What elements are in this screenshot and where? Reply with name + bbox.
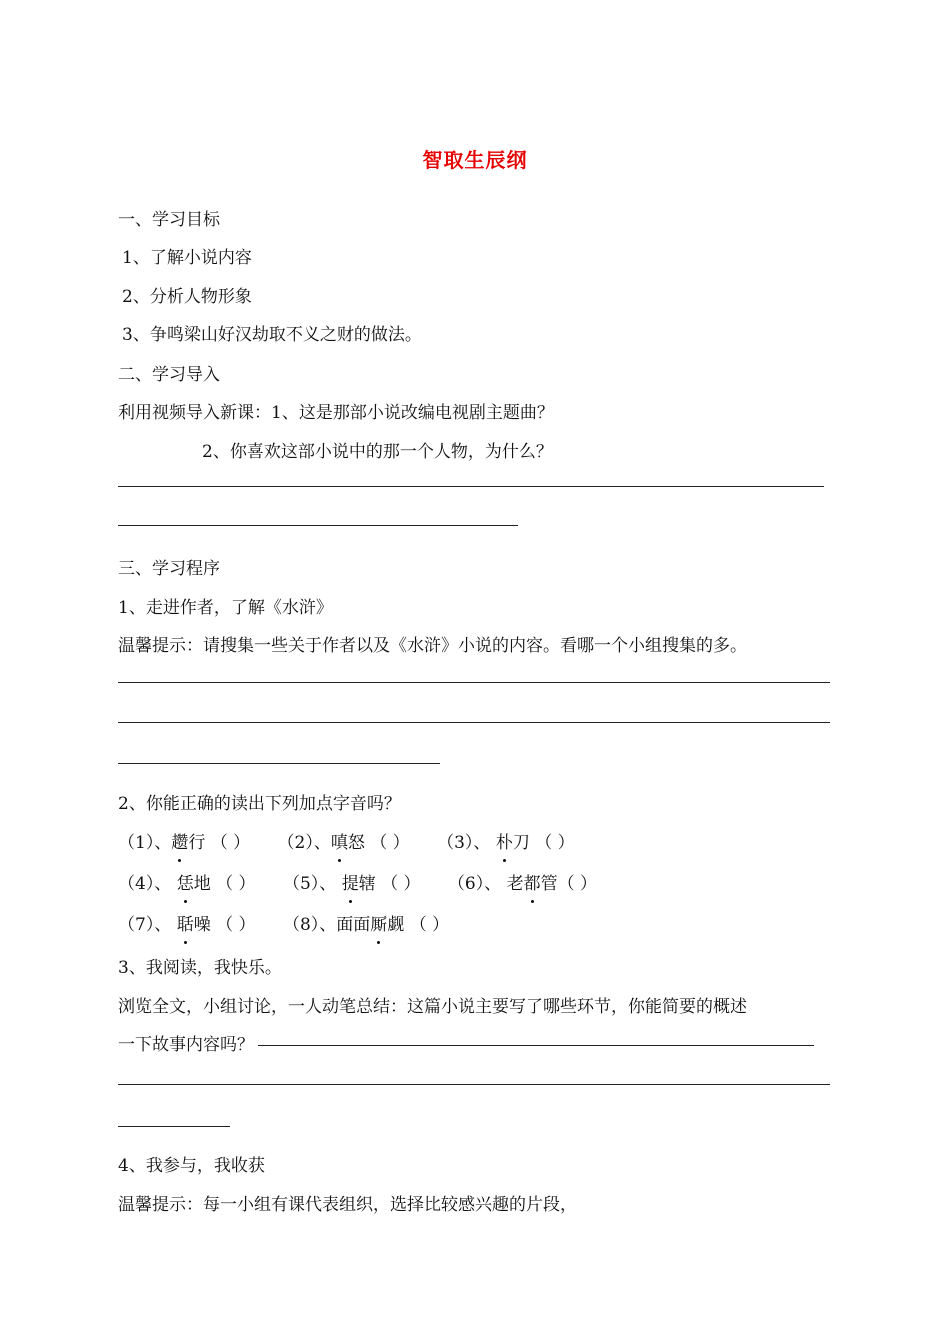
part-3-body: 浏览全文，小组讨论，一人动笔总结：这篇小说主要写了哪些环节，你能简要的概述 xyxy=(118,997,747,1017)
answer-line xyxy=(118,525,518,526)
dotted-char: 聒 xyxy=(177,912,194,938)
answer-line xyxy=(118,1084,830,1085)
section-1-heading: 一、学习目标 xyxy=(118,210,220,230)
part-1-tip: 温馨提示：请搜集一些关于作者以及《水浒》小说的内容。看哪一个小组搜集的多。 xyxy=(118,636,747,656)
pronunciation-row xyxy=(118,830,597,856)
dotted-char: 都 xyxy=(524,871,541,897)
pronunciation-item: （7）、 聒噪 （ ） xyxy=(118,912,256,938)
part-2-title: 2、你能正确的读出下列加点字音吗？ xyxy=(118,794,401,814)
part-1-title: 1、走进作者，了解《水浒》 xyxy=(118,598,333,618)
dotted-char: 嗔 xyxy=(331,830,348,856)
part-3-body-cont: 一下故事内容吗？ xyxy=(118,1032,814,1058)
goal-2: 2、分析人物形象 xyxy=(122,287,252,307)
pronunciation-item: （5）、 提辖 （ ） xyxy=(283,871,421,897)
pronunciation-row xyxy=(118,871,619,897)
pronunciation-item: （6）、 老都管（ ） xyxy=(448,871,597,897)
part-3-title: 3、我阅读，我快乐。 xyxy=(118,958,282,978)
pronunciation-item: （8）、面面厮觑 （ ） xyxy=(283,912,449,938)
part-4-title: 4、我参与，我收获 xyxy=(118,1156,265,1176)
pronunciation-item: （2）、嗔怒 （ ） xyxy=(278,830,410,856)
dotted-char: 恁 xyxy=(177,871,194,897)
part-4-tip: 温馨提示：每一小组有课代表组织，选择比较感兴趣的片段， xyxy=(118,1195,577,1215)
pronunciation-item: （4）、 恁地 （ ） xyxy=(118,871,256,897)
document-title: 智取生辰纲 xyxy=(422,148,528,172)
section-3-heading: 三、学习程序 xyxy=(118,559,220,579)
intro-question-1: 利用视频导入新课：1、这是那部小说改编电视剧主题曲？ xyxy=(118,403,554,423)
dotted-char: 厮 xyxy=(370,912,387,938)
answer-line xyxy=(258,1045,814,1046)
answer-line xyxy=(118,763,440,764)
pronunciation-row xyxy=(118,912,471,938)
dotted-char: 朴 xyxy=(496,830,513,856)
answer-line xyxy=(118,682,830,683)
section-2-heading: 二、学习导入 xyxy=(118,365,220,385)
goal-1: 1、了解小说内容 xyxy=(122,248,252,268)
dotted-char: 提 xyxy=(342,871,359,897)
dotted-char: 趱 xyxy=(171,830,188,856)
pronunciation-item: （3）、 朴刀 （ ） xyxy=(437,830,575,856)
goal-3: 3、争鸣梁山好汉劫取不义之财的做法。 xyxy=(122,325,422,345)
pronunciation-item: （1）、趱行 （ ） xyxy=(118,830,250,856)
answer-line xyxy=(118,722,830,723)
answer-line xyxy=(118,1126,230,1127)
answer-line xyxy=(118,486,824,487)
intro-question-2: 2、你喜欢这部小说中的那一个人物，为什么？ xyxy=(202,442,553,462)
